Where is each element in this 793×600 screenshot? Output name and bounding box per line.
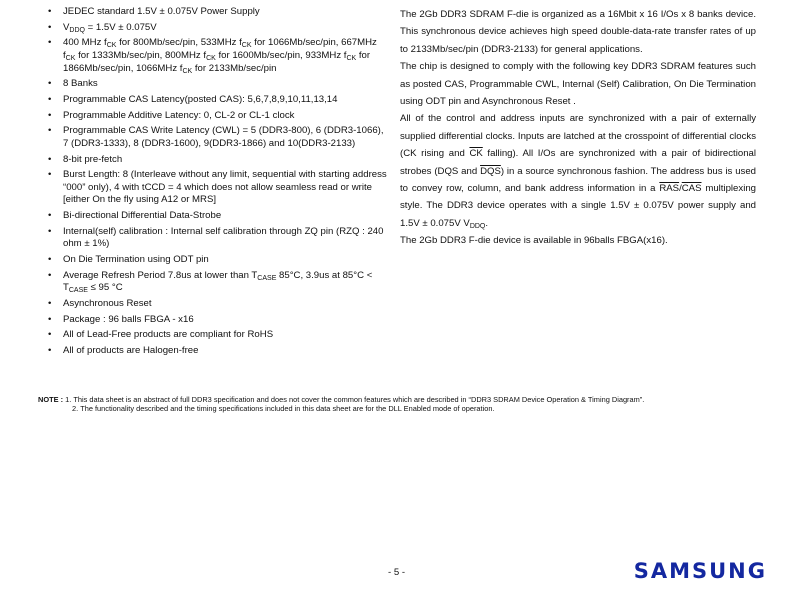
feature-item: • Bi-directional Differential Data-Strobe [48,210,388,223]
note-item: NOTE : 1. This data sheet is an abstract of full DDR3 specification and does not cover the common features which are described in “DDR3 SDRAM Device Operation & Timing Diagram”. [38,395,645,404]
note-text: The functionality described and the timing specifications included in this data sheet are for the DLL Enabled mode of operation. [80,404,495,414]
note-section [38,395,763,414]
description-column [400,6,756,250]
feature-item: • Internal(self) calibration : Internal self calibration through ZQ pin (RZQ : 240 ohm ± 1%) [48,226,388,251]
feature-item: • All of Lead-Free products are compliant for RoHS [48,329,388,342]
feature-item: • 8 Banks [48,78,388,91]
description-paragraph: The chip is designed to comply with the following key DDR3 SDRAM features such as posted CAS, Programmable CWL, Internal (Self) Calibration, On Die Termination using ODT pin and Asynchronous Reset . [400,61,756,108]
feature-item: • Package : 96 balls FBGA - x16 [48,314,388,327]
feature-item: • JEDEC standard 1.5V ± 0.075V Power Supply [48,6,388,19]
description-paragraph: All of the control and address inputs are synchronized with a pair of externally supplied differential clocks. Inputs are latched at the crosspoint of differential clocks (CK rising and $\overline{CK}$ falling). All I/Os are synchronized with a pair of bidirectional strobes (DQS and $\overline{DQS}$) in a source synchronous fashion. The address bus is used to convey row, column, and bank address information in a $\overline{RAS}/\overline{CAS}$ multiplexing style. The DDR3 device operates with a single 1.5V ± 0.075V power supply and 1.5V ± 0.075V $V_{DDQ}$. [400,113,757,230]
features-column [48,6,388,361]
feature-item: • $V_{DDQ} = 1.5V \pm 0.075V$ [48,22,388,35]
feature-item: • Programmable CAS Write Latency (CWL) = 5 (DDR3-800), 6 (DDR3-1066), 7 (DDR3-1333), 8 (DDR3-1600), 9(DDR3-1866) and 10(DDR3-2133) [48,125,388,150]
samsung-logo: SAMSUNG [633,559,767,583]
note-label: NOTE : [38,395,66,404]
feature-item: • Burst Length: 8 (Interleave without any limit, sequential with starting address “000” only), 4 with tCCD = 4 which does not allow seamless read or write [either On the fly using A12 or MRS] [48,169,388,207]
feature-item: • Programmable Additive Latency: 0, CL-2 or CL-1 clock [48,110,388,123]
features-list [48,6,388,358]
feature-item: • 400 MHz $f_{CK}$ for 800Mb/sec/pin, 533MHz $f_{CK}$ for 1066Mb/sec/pin, 667MHz $f_{CK}$ for 1333Mb/sec/pin, 800MHz $f_{CK}$ for 1600Mb/sec/pin, 933MHz $f_{CK}$ for 1866Mb/sec/pin, 1066MHz $f_{CK}$ for 2133Mb/sec/pin [48,37,388,75]
page-number: - 5 - [387,567,406,578]
feature-item: • Average Refresh Period 7.8us at lower than $T_{CASE}$ 85°C, 3.9us at $85^\circ C < T_{CASE} \le 95$ °C [48,270,388,295]
description-paragraph: The 2Gb DDR3 F-die device is available in 96balls FBGA(x16). [400,235,668,247]
feature-item: • 8-bit pre-fetch [48,154,388,167]
description-paragraph: The 2Gb DDR3 SDRAM F-die is organized as a 16Mbit x 16 I/Os x 8 banks device. This synchronous device achieves high speed double-data-rate transfer rates of up to 2133Mb/sec/pin (DDR3-2133) for general applications. [400,9,756,55]
note-item: 2. The functionality described and the timing specifications included in this data sheet are for the DLL Enabled mode of operation. [72,404,495,414]
feature-item: • On Die Termination using ODT pin [48,254,388,267]
feature-item: • Programmable CAS Latency(posted CAS): 5,6,7,8,9,10,11,13,14 [48,94,388,107]
feature-item: • All of products are Halogen-free [48,345,388,358]
note-text: This data sheet is an abstract of full DDR3 specification and does not cover the common features which are described in “DDR3 SDRAM Device Operation & Timing Diagram”. [73,395,645,404]
feature-item: • Asynchronous Reset [48,298,388,311]
